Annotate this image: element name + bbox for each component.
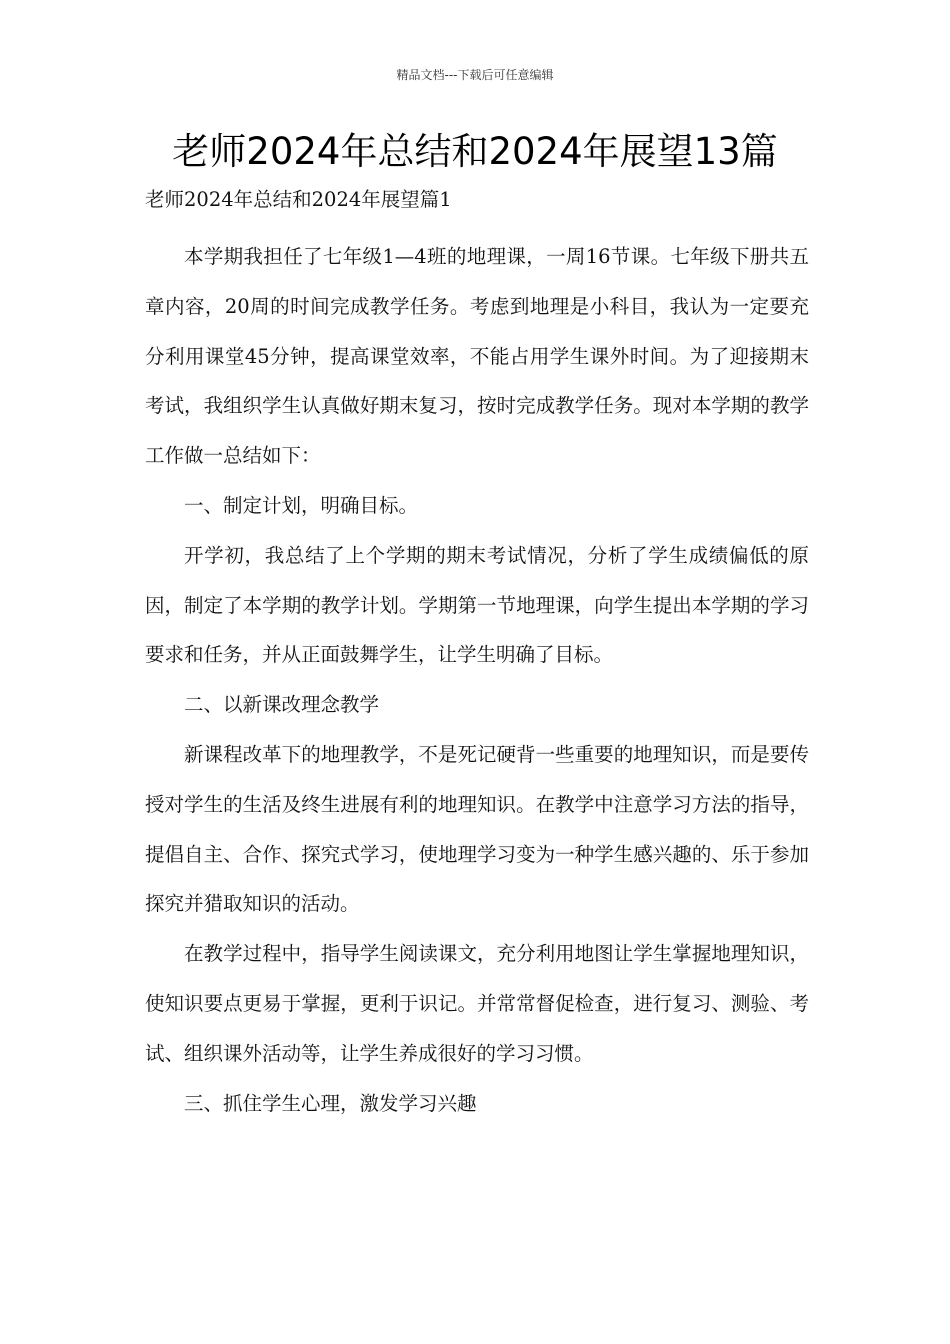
heading-section-2: 二、以新课改理念教学 bbox=[184, 693, 380, 717]
heading-section-3: 三、抓住学生心理，激发学习兴趣 bbox=[184, 1091, 477, 1115]
heading-section-1: 一、制定计划，明确目标。 bbox=[184, 493, 419, 517]
paragraph-section-2a: 新课程改革下的地理教学，不是死记硬背一些重要的地理知识，而是要传授对学生的生活及终生进展有利的地理知识。在教学中注意学习方法的指导，提倡自主、合作、探究式学习，使地理学习变为一种学生感兴趣的、乐于参加探究并猎取知识的活动。 bbox=[145, 742, 809, 916]
paragraph-section-2b: 在教学过程中，指导学生阅读课文，充分利用地图让学生掌握地理知识，使知识要点更易于掌握，更利于识记。并常常督促检查，进行复习、测验、考试、组织课外活动等，让学生养成很好的学习习惯。 bbox=[145, 942, 809, 1065]
document-body bbox=[145, 232, 809, 1128]
paragraph-intro: 本学期我担任了七年级1—4班的地理课，一周16节课。七年级下册共五章内容，20周的时间完成教学任务。考虑到地理是小科目，我认为一定要充分利用课堂45分钟，提高课堂效率，不能占用学生课外时间。为了迎接期末考试，我组织学生认真做好期末复习，按时完成教学任务。现对本学期的教学工作做一总结如下： bbox=[145, 245, 809, 468]
section-subtitle: 老师2024年总结和2024年展望篇1 bbox=[145, 188, 452, 211]
header-note: 精品文档---下载后可任意编辑 bbox=[396, 68, 554, 82]
document-title: 老师2024年总结和2024年展望13篇 bbox=[172, 130, 778, 173]
paragraph-section-1: 开学初，我总结了上个学期的期末考试情况，分析了学生成绩偏低的原因，制定了本学期的教学计划。学期第一节地理课，向学生提出本学期的学习要求和任务，并从正面鼓舞学生，让学生明确了目标。 bbox=[145, 543, 809, 667]
